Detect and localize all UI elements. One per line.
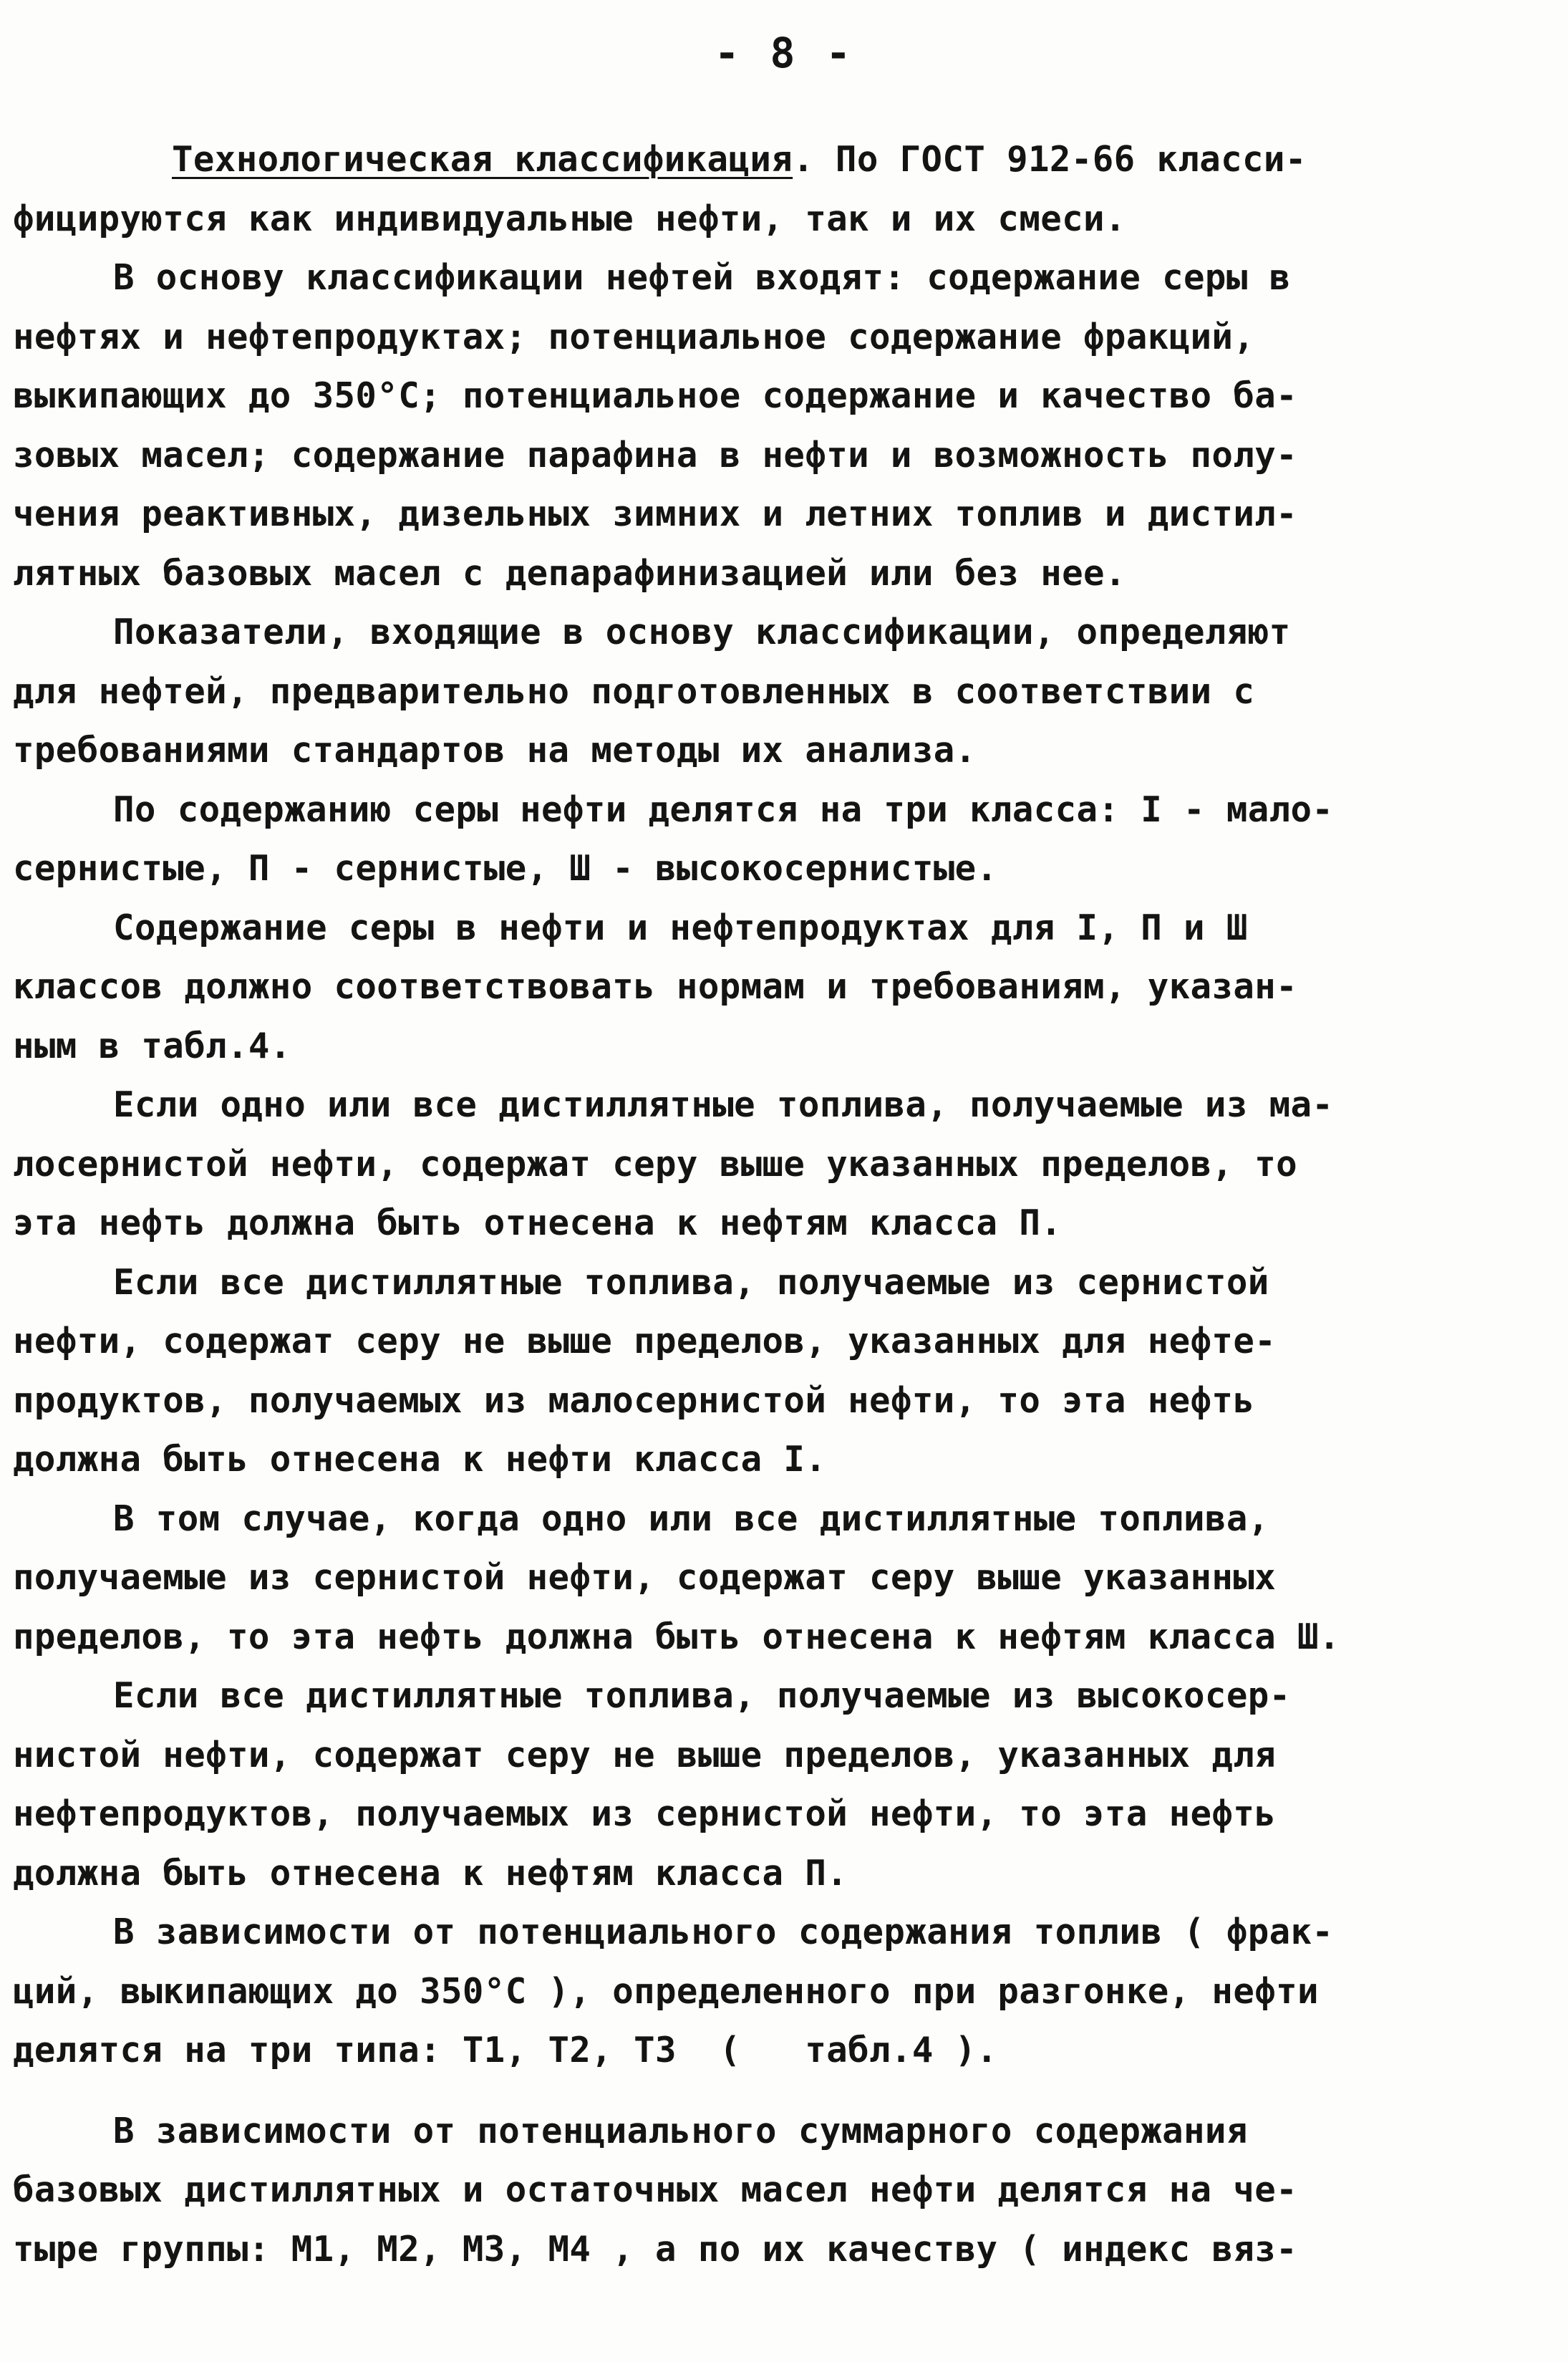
text-line: продуктов, получаемых из малосернистой нефти, то эта нефть xyxy=(13,1379,1255,1421)
body-text xyxy=(13,130,1552,2279)
paragraph-gap xyxy=(13,2081,1552,2102)
text-line: классов должно соответствовать нормам и требованиям, указан- xyxy=(13,966,1298,1007)
text-line: сернистые, П - сернистые, Ш - высокосернистые. xyxy=(13,848,998,889)
text-line: получаемые из сернистой нефти, содержат серу выше указанных xyxy=(13,1557,1277,1598)
text-line: нистой нефти, содержат серу не выше пределов, указанных для xyxy=(13,1734,1277,1775)
text-line: Показатели, входящие в основу классификации, определяют xyxy=(113,612,1291,652)
text-line: нефтях и нефтепродуктах; потенциальное содержание фракций, xyxy=(13,316,1255,357)
text-line: делятся на три типа: Т1, Т2, Т3 ( табл.4 ). xyxy=(13,2030,998,2071)
text-line: тыре группы: М1, М2, М3, М4 , а по их качеству ( индекс вяз- xyxy=(13,2228,1298,2270)
text-line: В том случае, когда одно или все дистиллятные топлива, xyxy=(113,1498,1269,1539)
text-line: В основу классификации нефтей входят: содержание серы в xyxy=(113,257,1291,298)
text-line: нефти, содержат серу не выше пределов, указанных для нефте- xyxy=(13,1321,1277,1361)
text-line: требованиями стандартов на методы их анализа. xyxy=(13,730,977,771)
text-line: ным в табл.4. xyxy=(13,1025,291,1066)
section-term: Технологическая классификация xyxy=(172,139,793,180)
text-line: должна быть отнесена к нефти класса I. xyxy=(13,1439,827,1480)
text-line: зовых масел; содержание парафина в нефти и возможность полу- xyxy=(13,434,1298,476)
text-line: В зависимости от потенциального суммарного содержания xyxy=(113,2110,1248,2151)
text-line: пределов, то эта нефть должна быть отнесена к нефтям класса Ш. xyxy=(13,1616,1340,1657)
text-line: Если все дистиллятные топлива, получаемые из высокосер- xyxy=(113,1675,1291,1716)
text-line: Если одно или все дистиллятные топлива, получаемые из ма- xyxy=(113,1084,1334,1125)
page-number: - 8 - xyxy=(714,29,854,77)
text-line: фицируются как индивидуальные нефти, так и их смеси. xyxy=(13,198,1126,239)
heading-line xyxy=(13,130,1552,190)
text-line: должна быть отнесена к нефтям класса П. xyxy=(13,1852,848,1894)
text-line: лятных базовых масел с депарафинизацией или без нее. xyxy=(13,552,1126,594)
text-line: для нефтей, предварительно подготовленных в соответствии с xyxy=(13,670,1255,712)
text-line: выкипающих до 350°С; потенциальное содержание и качество ба- xyxy=(13,375,1298,416)
text-line: В зависимости от потенциального содержания топлив ( фрак- xyxy=(113,1912,1334,1952)
text-line: Содержание серы в нефти и нефтепродуктах для I, П и Ш xyxy=(113,907,1248,948)
text-line: нефтепродуктов, получаемых из сернистой нефти, то эта нефть xyxy=(13,1793,1277,1834)
text-line: По содержанию серы нефти делятся на три класса: I - мало- xyxy=(113,789,1334,830)
text-line: Если все дистиллятные топлива, получаемые из сернистой xyxy=(113,1261,1269,1303)
text-line: эта нефть должна быть отнесена к нефтям класса П. xyxy=(13,1202,1063,1243)
text-line: чения реактивных, дизельных зимних и летних топлив и дистил- xyxy=(13,493,1298,534)
text-line: лосернистой нефти, содержат серу выше указанных пределов, то xyxy=(13,1143,1298,1185)
text-line: . По ГОСТ 912-66 класси- xyxy=(793,139,1307,180)
text-line: базовых дистиллятных и остаточных масел нефти делятся на че- xyxy=(13,2169,1298,2210)
text-line: ций, выкипающих до 350°С ), определенного при разгонке, нефти xyxy=(13,1970,1319,2012)
